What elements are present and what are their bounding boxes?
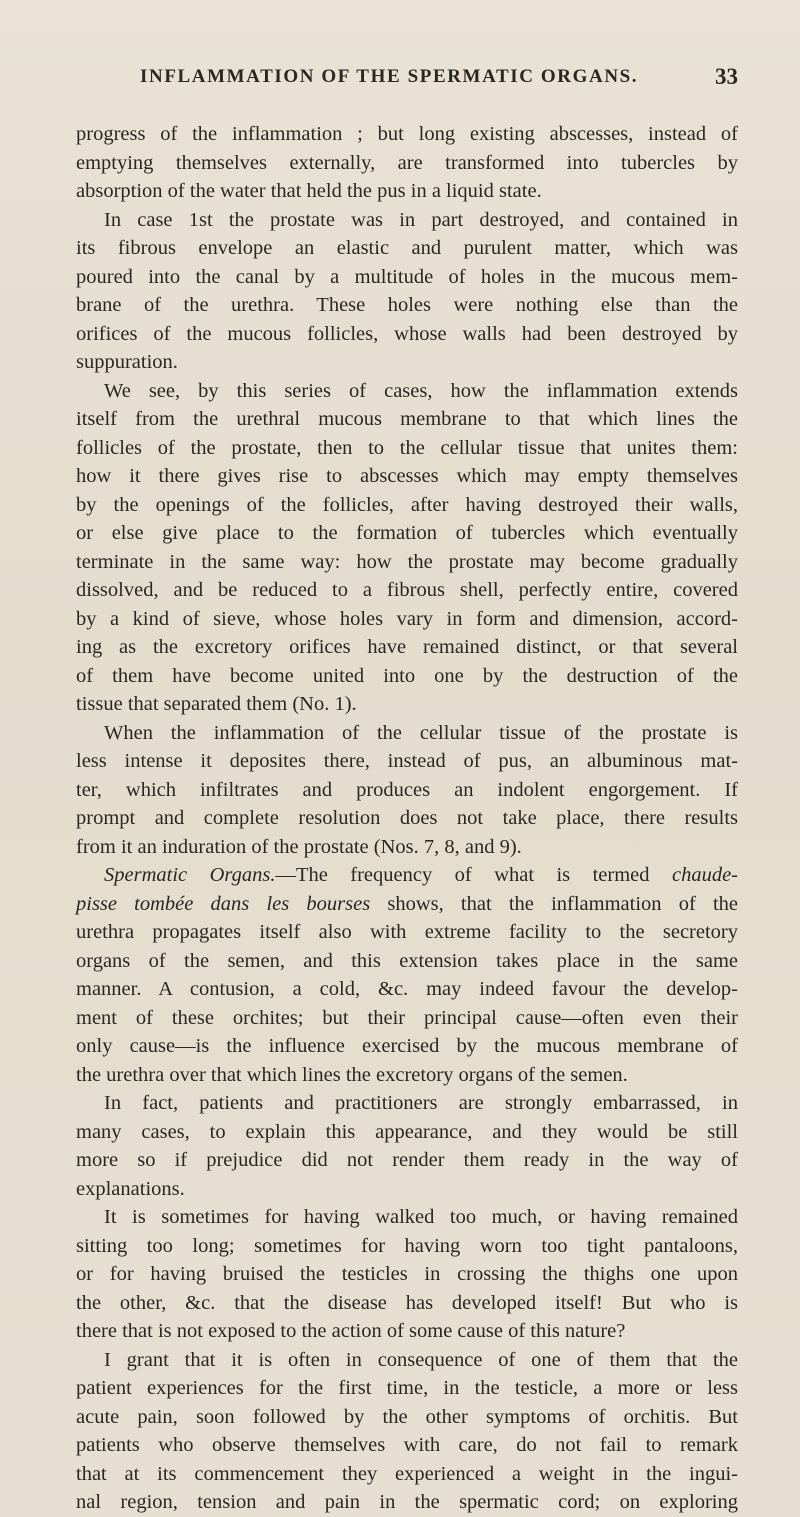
text-line: or for having bruised the testicles in crossing the thighs one upon [76, 1263, 738, 1285]
text-line: When the inflammation of the cellular tissue of the prostate is [104, 721, 738, 744]
body-text [76, 120, 738, 1517]
text-line: from it an induration of the prostate (Nos. 7, 8, and 9). [76, 835, 522, 858]
text-line: poured into the canal by a multitude of holes in the mucous mem- [76, 265, 738, 288]
italic-term: chaude- [671, 864, 738, 886]
text-line: prompt and complete resolution does not take place, there results [76, 807, 738, 829]
text-line: only cause—is the influence exercised by the mucous membrane of [76, 1035, 738, 1057]
text-line: nal region, tension and pain in the spermatic cord; on exploring [76, 1491, 738, 1513]
text-line: many cases, to explain this appearance, and they would be still [76, 1120, 738, 1143]
text-line: organs of the semen, and this extension takes place in the same [76, 949, 738, 972]
text-line: In case 1st the prostate was in part destroyed, and contained in [104, 208, 738, 231]
text-line: itself from the urethral mucous membrane to that which lines the [76, 408, 738, 430]
text-line: terminate in the same way: how the prostate may become gradually [76, 550, 738, 573]
text-line: acute pain, soon followed by the other symptoms of orchitis. But [76, 1405, 738, 1428]
text-line: that at its commencement they experienced a weight in the ingui- [76, 1462, 738, 1485]
text-line: urethra propagates itself also with extreme facility to the secretory [76, 921, 738, 943]
page-number: 33 [715, 64, 738, 89]
italic-term: pisse tombée dans les bourses [76, 892, 371, 915]
text-line: orifices of the mucous follicles, whose walls had been destroyed by [76, 322, 738, 345]
text-line: emptying themselves externally, are transformed into tubercles by [76, 151, 738, 174]
text-line: progress of the inflammation ; but long existing abscesses, instead of [76, 123, 738, 145]
text-line: suppuration. [76, 351, 178, 373]
text-line: We see, by this series of cases, how the inflammation extends [104, 379, 738, 402]
text-line [76, 890, 738, 919]
text-line: ing as the excretory orifices have remained distinct, or that several [76, 636, 738, 658]
text-line: how it there gives rise to abscesses which may empty themselves [76, 465, 738, 487]
page-header [140, 66, 738, 96]
text-line: absorption of the water that held the pus in a liquid state. [76, 180, 542, 202]
text-line: by a kind of sieve, whose holes vary in form and dimension, accord- [76, 607, 738, 630]
text-line: the urethra over that which lines the excretory organs of the semen. [76, 1063, 628, 1086]
text-line: less intense it deposites there, instead of pus, an albuminous mat- [76, 750, 738, 772]
text-line: more so if prejudice did not render them ready in the way of [76, 1149, 738, 1171]
text-line: follicles of the prostate, then to the cellular tissue that unites them: [76, 436, 738, 459]
text-line: ment of these orchites; but their principal cause—often even their [76, 1006, 738, 1029]
section-heading: Spermatic Organs. [104, 864, 276, 886]
text-line: or else give place to the formation of tubercles which eventually [76, 522, 738, 544]
text-line: patient experiences for the first time, in the testicle, a more or less [76, 1377, 738, 1399]
text-line: tissue that separated them (No. 1). [76, 693, 357, 715]
text-line: its fibrous envelope an elastic and purulent matter, which was [76, 237, 738, 259]
text-line: of them have become united into one by the destruction of the [76, 664, 738, 687]
text-run: shows, that the inflammation of the [370, 892, 738, 915]
text-line: manner. A contusion, a cold, &c. may indeed favour the develop- [76, 978, 738, 1000]
text-line: In fact, patients and practitioners are strongly embarrassed, in [104, 1092, 738, 1114]
text-line: I grant that it is often in consequence of one of them that the [104, 1348, 738, 1371]
running-head: INFLAMMATION OF THE SPERMATIC ORGANS. [140, 66, 639, 87]
text-line: dissolved, and be reduced to a fibrous shell, perfectly entire, covered [76, 579, 738, 601]
text-line: by the openings of the follicles, after having destroyed their walls, [76, 493, 738, 516]
text-line: brane of the urethra. These holes were nothing else than the [76, 294, 738, 316]
text-line: sitting too long; sometimes for having worn too tight pantaloons, [76, 1234, 738, 1257]
text-run: —The frequency of what is termed [275, 864, 672, 886]
text-line [76, 861, 738, 890]
text-line: ter, which infiltrates and produces an indolent engorgement. If [76, 778, 738, 801]
text-line: the other, &c. that the disease has developed itself! But who is [76, 1291, 738, 1314]
text-line: patients who observe themselves with care, do not fail to remark [76, 1434, 738, 1456]
text-line: It is sometimes for having walked too much, or having remained [104, 1206, 738, 1228]
text-line: there that is not exposed to the action of some cause of this nature? [76, 1320, 626, 1342]
text-line: explanations. [76, 1177, 185, 1200]
